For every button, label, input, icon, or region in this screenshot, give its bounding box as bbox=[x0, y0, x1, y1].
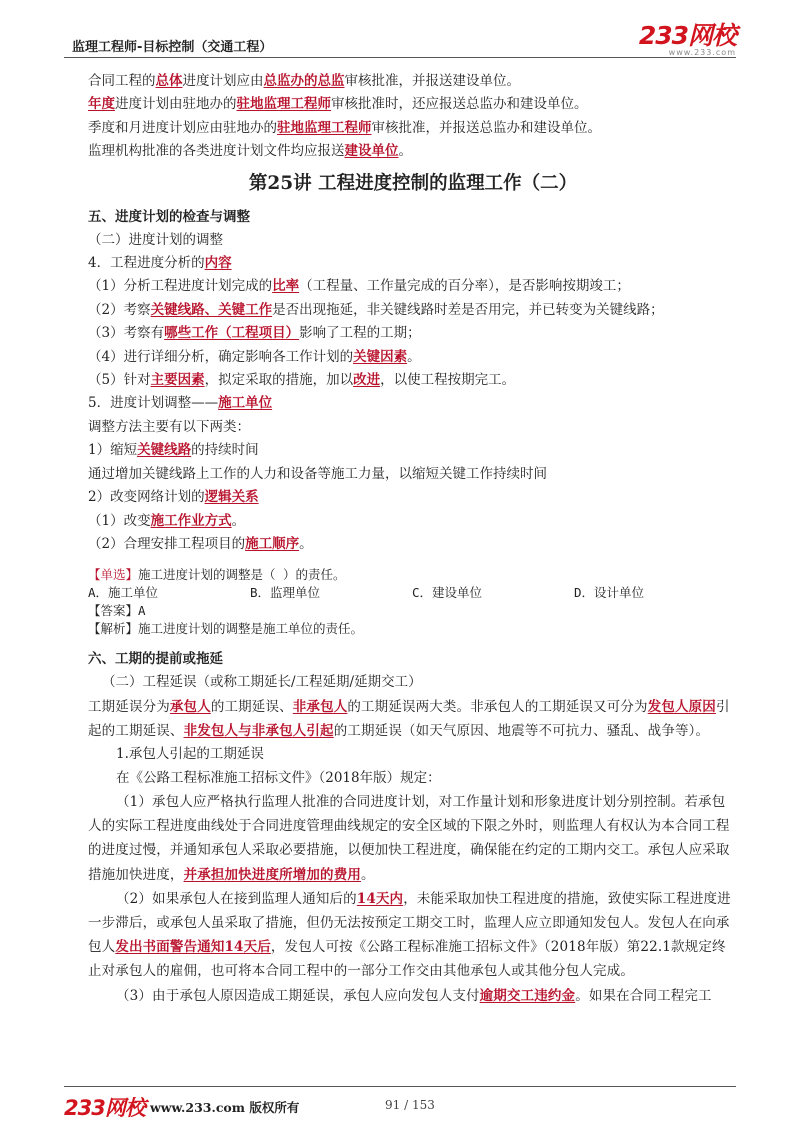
logo-url: www.233.com bbox=[668, 48, 736, 57]
clause-3: （3）由于承包人原因造成工期延误，承包人应向发包人支付逾期交工违约金。如果在合同工程完工 bbox=[116, 987, 712, 1004]
analysis-item-4: （4）进行详细分析，确定影响各工作计划的关键因素。 bbox=[88, 348, 421, 365]
analysis-content-heading: 4．工程进度分析的内容 bbox=[88, 255, 232, 272]
brand-logo bbox=[638, 21, 736, 58]
intro-line-1: 合同工程的总体进度计划应由总监办的总监审核批准，并报送建设单位。 bbox=[88, 73, 520, 89]
intro-line-4: 监理机构批准的各类进度计划文件均应报送建设单位。 bbox=[88, 143, 412, 160]
method-2-item-2: （2）合理安排工程项目的施工顺序。 bbox=[88, 535, 313, 552]
quiz-answer: 【答案】A bbox=[88, 603, 146, 619]
section-6-subheading: （二）工程延误（或称工期延长/工程延期/延期交工） bbox=[102, 674, 422, 691]
adjustment-methods-intro: 调整方法主要有以下两类： bbox=[88, 418, 250, 435]
quiz-option-d: D．设计单位 bbox=[574, 585, 645, 601]
section-title: 第25讲 工程进度控制的监理工作（二） bbox=[248, 172, 578, 194]
header-divider bbox=[64, 57, 736, 58]
quiz-option-b: B．监理单位 bbox=[250, 585, 321, 601]
quiz-analysis: 【解析】施工进度计划的调整是施工单位的责任。 bbox=[88, 621, 364, 637]
intro-line-2: 年度进度计划由驻地办的驻地监理工程师审核批准时，还应报送总监办和建设单位。 bbox=[88, 96, 588, 113]
method-2-item-1: （1）改变施工作业方式。 bbox=[88, 512, 246, 529]
quiz-option-c: C．建设单位 bbox=[412, 585, 483, 601]
analysis-item-1: （1）分析工程进度计划完成的比率（工程量、工作量完成的百分率），是否影响按期竣工； bbox=[88, 278, 630, 295]
quiz-options bbox=[88, 584, 738, 602]
intro-line-3: 季度和月进度计划应由驻地办的驻地监理工程师审核批准，并报送总监办和建设单位。 bbox=[88, 119, 601, 136]
analysis-item-2: （2）考察关键线路、关键工作是否出现拖延，非关键线路时差是否用完，并已转变为关键线路； bbox=[88, 301, 664, 318]
clause-2: （2）如果承包人在接到监理人通知后的14天内，未能采取加快工程进度的措施，致使实际工程进度进一步滞后，或承包人虽采取了措施，但仍无法按预定工期交工时，监理人应立即通知发包人。发包人在向承包人发出书面警告通知14天后，发包人可按《公路工程标准施工招标文件》（2018年版）第22.1款规定终止对承包人的雇佣，也可将本合同工程中的一部分工作交由其他承包人或其他分包人完成。 bbox=[88, 890, 731, 980]
footer-copyright: www.233.com 版权所有 bbox=[150, 1100, 300, 1115]
document-header-title: 监理工程师-目标控制（交通工程） bbox=[72, 40, 273, 55]
method-1: 1）缩短关键线路的持续时间 bbox=[88, 442, 259, 459]
quiz-question: 【单选】施工进度计划的调整是（ ）的责任。 bbox=[88, 567, 346, 583]
footer-logo: 233网校 bbox=[64, 1096, 145, 1120]
method-2: 2）改变网络计划的逻辑关系 bbox=[88, 489, 259, 506]
logo-text: 233网校 bbox=[638, 21, 736, 50]
analysis-item-5: （5）针对主要因素，拟定采取的措施，加以改进，以使工程按期完工。 bbox=[88, 372, 516, 389]
method-1-description: 通过增加关键线路上工作的人力和设备等施工力量，以缩短关键工作持续时间 bbox=[88, 465, 547, 482]
analysis-item-3: （3）考察有哪些工作（工程项目）影响了工程的工期； bbox=[88, 325, 421, 342]
contractor-delay-heading: 1.承包人引起的工期延误 bbox=[116, 746, 264, 763]
delay-classification-paragraph: 工期延误分为承包人的工期延误、非承包人的工期延误两大类。非承包人的工期延误又可分为发包人原因引起的工期延误、非发包人与非承包人引起的工期延误（如天气原因、地震等不可抗力、骚乱、战争等）。 bbox=[88, 698, 730, 739]
page-content bbox=[88, 70, 738, 1008]
clause-1: （1）承包人应严格执行监理人批准的合同进度计划，对工作量计划和形象进度计划分别控制。若承包人的实际工程进度曲线处于合同进度管理曲线规定的安全区域的下限之外时，则监理人有权认为本合同工程的进度过慢，并通知承包人采取必要措施，以便加快工程进度，确保能在约定的工期内交工。承包人应采取措施加快进度，并承担加快进度所增加的费用。 bbox=[88, 793, 730, 883]
footer-divider bbox=[64, 1086, 736, 1087]
page-number: 91 / 153 bbox=[385, 1098, 435, 1112]
section-5-heading: 五、进度计划的检查与调整 bbox=[88, 208, 250, 225]
rule-reference: 在《公路工程标准施工招标文件》（2018年版）规定： bbox=[116, 769, 441, 786]
section-6-heading: 六、工期的提前或拖延 bbox=[88, 651, 223, 668]
section-5-subheading: （二）进度计划的调整 bbox=[88, 231, 223, 248]
quiz-option-a: A．施工单位 bbox=[88, 585, 159, 601]
plan-adjustment-heading: 5．进度计划调整——施工单位 bbox=[88, 395, 273, 412]
